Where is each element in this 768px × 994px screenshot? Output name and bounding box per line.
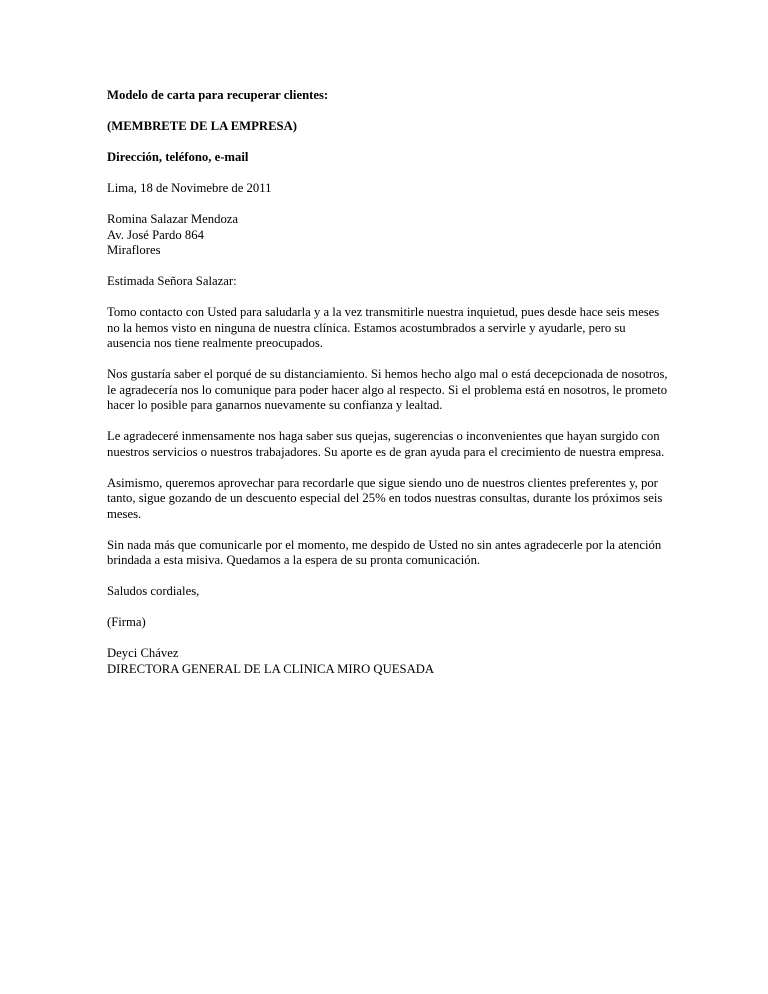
paragraph-line: Le agradeceré inmensamente nos haga saber sus quejas, sugerencias o inconvenientes que hayan surgido con <box>107 429 660 443</box>
paragraph-line: Nos gustaría saber el porqué de su distanciamiento. Si hemos hecho algo mal o está decepcionada de nosotros, <box>107 367 668 381</box>
paragraph-line: Sin nada más que comunicarle por el momento, me despido de Usted no sin antes agradecerle por la atención <box>107 537 662 552</box>
paragraph-line: nuestros servicios o nuestros trabajadores. Su aporte es de gran ayuda para el crecimiento de nuestra empresa. <box>107 444 665 459</box>
paragraph-line: brindada a esta misiva. Quedamos a la espera de su pronta comunicación. <box>107 553 481 567</box>
paragraph-line: le agradecería nos lo comunique para poder hacer algo al respecto. Si el problema está en nosotros, le prometo <box>107 382 668 397</box>
paragraph-line: no la hemos visto en ninguna de nuestra clínica. Estamos acostumbrados a servirle y ayudarle, pero su <box>107 320 626 335</box>
recipient-district: Miraflores <box>107 243 161 257</box>
paragraph-line: Tomo contacto con Usted para saludarla y a la vez transmitirle nuestra inquietud, pues desde hace seis meses <box>107 305 660 319</box>
contact-line: Dirección, teléfono, e-mail <box>107 150 249 164</box>
recipient-block <box>107 212 667 259</box>
signer-title: DIRECTORA GENERAL DE LA CLINICA MIRO QUESADA <box>107 661 435 676</box>
paragraph-line: hacer lo posible para ganarnos nuevamente su confianza y lealtad. <box>107 398 443 412</box>
signer-block <box>107 646 667 677</box>
signer-name: Deyci Chávez <box>107 646 179 660</box>
paragraph-line: ausencia nos tiene realmente preocupados. <box>107 336 323 350</box>
paragraph-1 <box>107 305 667 352</box>
paragraph-2 <box>107 367 667 414</box>
closing: Saludos cordiales, <box>107 584 200 598</box>
recipient-name: Romina Salazar Mendoza <box>107 212 239 226</box>
signature-placeholder: (Firma) <box>107 615 146 629</box>
paragraph-4 <box>107 476 667 523</box>
paragraph-line: Asimismo, queremos aprovechar para recordarle que sigue siendo uno de nuestros clientes preferentes y, por <box>107 475 658 490</box>
paragraph-3 <box>107 429 667 460</box>
salutation: Estimada Señora Salazar: <box>107 274 237 288</box>
paragraph-line: meses. <box>107 506 142 521</box>
letter-body <box>107 88 667 677</box>
recipient-address: Av. José Pardo 864 <box>107 227 204 242</box>
letterhead-placeholder: (MEMBRETE DE LA EMPRESA) <box>107 119 297 133</box>
paragraph-5 <box>107 538 667 569</box>
letter-heading: Modelo de carta para recuperar clientes: <box>107 88 329 102</box>
date-line: Lima, 18 de Novimebre de 2011 <box>107 181 272 195</box>
paragraph-line: tanto, sigue gozando de un descuento especial del 25% en todos nuestras consultas, durante los próximos seis <box>107 491 663 505</box>
